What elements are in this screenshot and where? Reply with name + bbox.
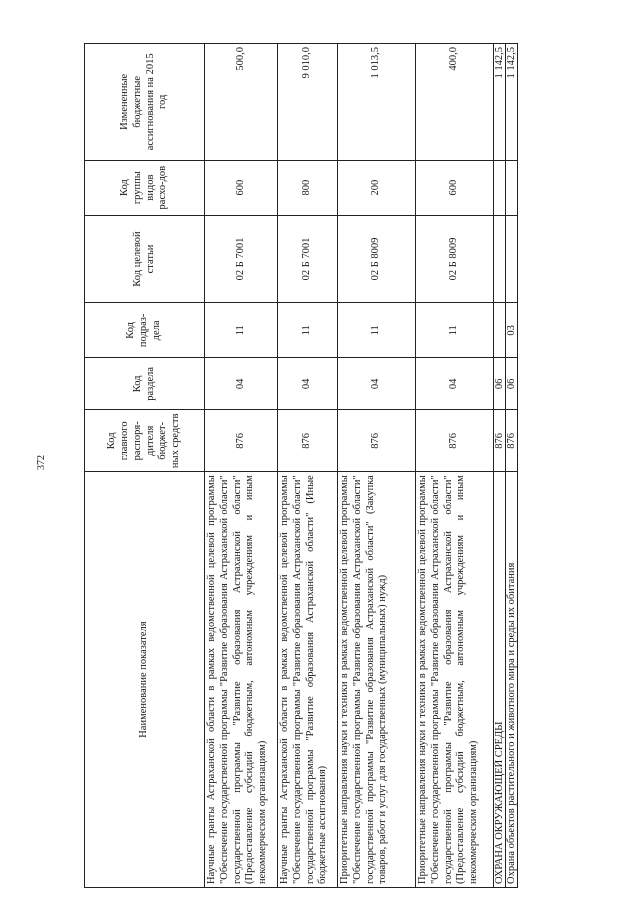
row-subsection-code: 11 — [205, 303, 278, 358]
rotated-budget-table — [84, 43, 516, 888]
row-target-code — [494, 215, 506, 303]
header-target-code: Код целевой статьи — [85, 215, 205, 303]
row-subsection-code: 11 — [416, 303, 494, 358]
row-name: Приоритетные направления науки и техники в рамках ведомственной целевой программы "Обеспечение государственной программы "Развитие образования Астраханской области" государственной программы "Развитие образования Астраханской области" (Закупка товаров, работ и услуг для государственных (муниципальных) нужд) — [338, 472, 416, 888]
header-admin-code: Код главного распоря-дителя бюджет-ных средств — [85, 410, 205, 472]
row-section-code: 04 — [416, 358, 494, 410]
row-name: ОХРАНА ОКРУЖАЮЩЕЙ СРЕДЫ — [494, 472, 506, 888]
row-admin-code: 876 — [416, 410, 494, 472]
row-admin-code: 876 — [205, 410, 278, 472]
header-expense-group-code: Код группы видов расхо-дов — [85, 160, 205, 215]
row-amount: 1 142,5 — [494, 44, 506, 161]
row-expense-group-code: 800 — [278, 160, 338, 215]
row-subsection-code: 11 — [278, 303, 338, 358]
row-admin-code: 876 — [494, 410, 506, 472]
row-name: Приоритетные направления науки и техники в рамках ведомственной целевой программы "Обеспечение государственной программы "Развитие образования Астраханской области" государственной программы "Развитие образования Астраханской области" (Предоставление субсидий бюджетным, автономным учреждениям и иным некоммерческим организациям) — [416, 472, 494, 888]
row-expense-group-code — [494, 160, 506, 215]
row-expense-group-code: 600 — [416, 160, 494, 215]
row-section-code: 04 — [338, 358, 416, 410]
row-admin-code: 876 — [506, 410, 518, 472]
table-row — [205, 44, 278, 888]
row-amount: 9 010,0 — [278, 44, 338, 161]
row-section-code: 06 — [494, 358, 506, 410]
budget-table — [84, 43, 518, 888]
row-section-code: 04 — [205, 358, 278, 410]
row-target-code — [506, 215, 518, 303]
header-amount: Измененные бюджетные ассигнования на 2015 год — [85, 44, 205, 161]
row-amount: 1 013,5 — [338, 44, 416, 161]
row-expense-group-code — [506, 160, 518, 215]
table-row — [278, 44, 338, 888]
table-row — [494, 44, 506, 888]
table-row — [416, 44, 494, 888]
row-target-code: 02 Б 7001 — [278, 215, 338, 303]
header-subsection-code: Код подраз-дела — [85, 303, 205, 358]
row-subsection-code: 03 — [506, 303, 518, 358]
row-name: Научные гранты Астраханской области в рамках ведомственной целевой программы "Обеспечение государственной программы "Развитие образования Астраханской области" государственной программы "Развитие образования Астраханской области" (Иные бюджетные ассигнования) — [278, 472, 338, 888]
row-admin-code: 876 — [278, 410, 338, 472]
row-target-code: 02 Б 7001 — [205, 215, 278, 303]
row-name: Научные гранты Астраханской области в рамках ведомственной целевой программы "Обеспечение государственной программы "Развитие образования Астраханской области" государственной программы "Развитие образования Астраханской области" (Предоставление субсидий бюджетным, автономным учреждениям и иным некоммерческим организациям) — [205, 472, 278, 888]
row-section-code: 04 — [278, 358, 338, 410]
row-target-code: 02 Б 8009 — [416, 215, 494, 303]
row-target-code: 02 Б 8009 — [338, 215, 416, 303]
header-section-code: Код раздела — [85, 358, 205, 410]
page-number: 372 — [36, 455, 47, 470]
row-amount: 1 142,5 — [506, 44, 518, 161]
row-amount: 400,0 — [416, 44, 494, 161]
row-subsection-code: 11 — [338, 303, 416, 358]
row-amount: 500,0 — [205, 44, 278, 161]
header-name: Наименование показателя — [85, 472, 205, 888]
header-row — [85, 44, 205, 888]
row-expense-group-code: 200 — [338, 160, 416, 215]
row-name: Охрана объектов растительного и животного мира и среды их обитания — [506, 472, 518, 888]
table-row — [506, 44, 518, 888]
row-expense-group-code: 600 — [205, 160, 278, 215]
table-row — [338, 44, 416, 888]
row-subsection-code — [494, 303, 506, 358]
row-admin-code: 876 — [338, 410, 416, 472]
row-section-code: 06 — [506, 358, 518, 410]
